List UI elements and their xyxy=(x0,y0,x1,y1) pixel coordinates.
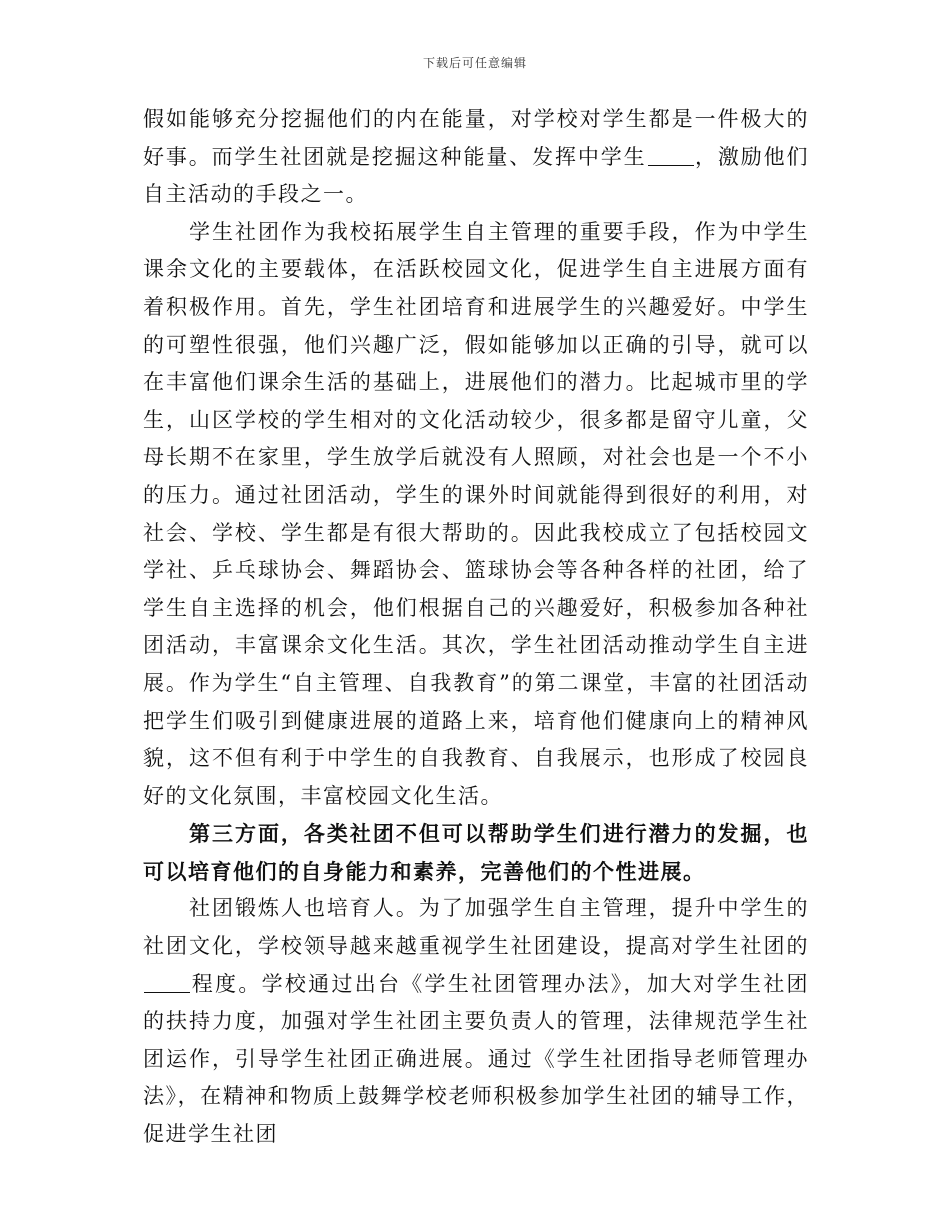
paragraph-3-heading xyxy=(143,815,809,890)
paragraph-1 xyxy=(143,101,809,214)
paragraph-4 xyxy=(143,890,809,1153)
paragraph-text: ，激励他们自主活动的手段之一。 xyxy=(143,144,810,207)
fill-in-blank xyxy=(144,972,190,993)
page-header: 下载后可任意编辑 xyxy=(422,56,527,70)
paragraph-text: 学生社团作为我校拓展学生自主管理的重要手段，作为中学生课余文化的主要载体，在活跃校园文化，促进学生自主进展方面有着积极作用。首先，学生社团培育和进展学生的兴趣爱好。中学生的可塑性很强，他们兴趣广泛，假如能够加以正确的引导，就可以在丰富他们课余生活的基础上，进展他们的潜力。比起城市里的学生，山区学校的学生相对的文化活动较少，很多都是留守儿童，父母长期不在家里，学生放学后就没有人照顾，对社会也是一个不小的压力。通过社团活动，学生的课外时间就能得到很好的利用，对社会、学校、学生都是有很大帮助的。因此我校成立了包括校园文学社、乒乓球协会、舞蹈协会、篮球协会等各种各样的社团，给了学生自主选择的机会，他们根据自己的兴趣爱好，积极参加各种社团活动，丰富课余文化生活。其次，学生社团活动推动学生自主进展。作为学生“自主管理、自我教育”的第二课堂，丰富的社团活动把学生们吸引到健康进展的道路上来，培育他们健康向上的精神风貌，这不但有利于中学生的自我教育、自我展示，也形成了校园良好的文化氛围，丰富校园文化生活。 xyxy=(143,219,809,808)
paragraph-text: 社团锻炼人也培育人。为了加强学生自主管理，提升中学生的社团文化，学校领导越来越重视学生社团建设，提高对学生社团的 xyxy=(143,896,809,959)
paragraph-text: 程度。学校通过出台《学生社团管理办法》，加大对学生社团的扶持力度，加强对学生社团主要负责人的管理，法律规范学生社团运作，引导学生社团正确进展。通过《学生社团指导老师管理办法》，在精神和物质上鼓舞学校老师积极参加学生社团的辅导工作，促进学生社团 xyxy=(143,971,809,1147)
document-body xyxy=(143,101,809,1154)
paragraph-2 xyxy=(143,214,809,816)
fill-in-blank xyxy=(648,145,694,166)
paragraph-text: 假如能够充分挖掘他们的内在能量，对学校对学生都是一件极大的好事。而学生社团就是挖掘这种能量、发挥中学生 xyxy=(143,107,809,169)
paragraph-text: 第三方面，各类社团不但可以帮助学生们进行潜力的发掘，也可以培育他们的自身能力和素养，完善他们的个性进展。 xyxy=(143,821,809,884)
